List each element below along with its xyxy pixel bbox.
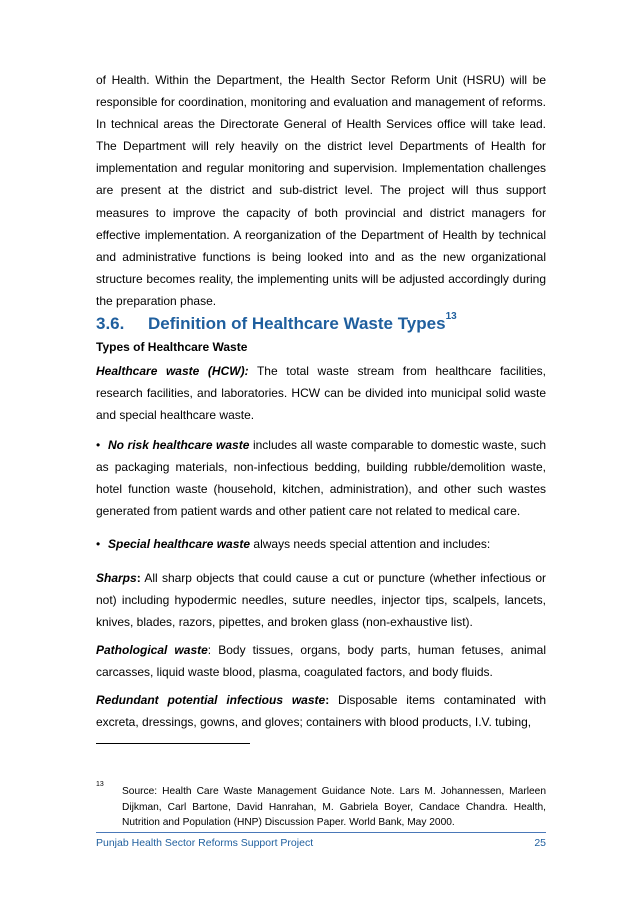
- bullet-special-text: always needs special attention and includes:: [250, 537, 491, 551]
- hcw-text: The total waste stream from healthcare facilities, research facilities, and laboratories. HCW can be divided into municipal solid waste and special healthcare waste.: [96, 364, 547, 423]
- footnote-reference: 13: [445, 311, 457, 323]
- pathological-term: Pathological waste: [96, 643, 208, 657]
- redundant-term: Redundant potential infectious waste: [96, 693, 326, 707]
- footnote-number: 13: [96, 781, 104, 788]
- section-title: Definition of Healthcare Waste Types: [148, 314, 446, 333]
- redundant-text: Disposable items contaminated with excreta, dressings, gowns, and gloves; containers with blood products, I.V. tubing,: [96, 693, 547, 730]
- bullet-icon: •: [96, 537, 101, 551]
- subheading: Types of Healthcare Waste: [96, 340, 248, 354]
- footnote-text: Source: Health Care Waste Management Guidance Note. Lars M. Johannessen, Marleen Dijkman, Carl Bartone, David Hanrahan, M. Gabriela Boyer, Candace Chandra. Health, Nutrition and Population (HNP) Discussion Paper. World Bank, May 2000.: [122, 786, 546, 828]
- section-heading: [96, 313, 457, 335]
- bullet-no-risk-term: No risk healthcare waste: [108, 438, 250, 452]
- redundant-paragraph: [96, 689, 546, 733]
- bullet-icon: •: [96, 438, 101, 452]
- bullet-no-risk-text: includes all waste comparable to domestic waste, such as packaging materials, non-infectious bedding, building rubble/demolition waste, hotel function waste (household, kitchen, administration), and other such wastes generated from patient wards and other patient care not related to medical care.: [96, 438, 546, 519]
- sharps-colon: :: [136, 571, 141, 585]
- footer-page-number: 25: [534, 837, 546, 849]
- bullet-special-term: Special healthcare waste: [108, 537, 251, 551]
- footer-project-name: Punjab Health Sector Reforms Support Project: [96, 837, 314, 849]
- section-number: 3.6.: [96, 314, 125, 333]
- sharps-text: All sharp objects that could cause a cut or puncture (whether infectious or not) including hypodermic needles, suture needles, injector tips, scalpels, lancets, knives, blades, razors, pipettes, and broken glass (non-exhaustive list).: [96, 571, 546, 630]
- footnote-separator: [96, 743, 250, 744]
- hcw-term: Healthcare waste (HCW):: [96, 364, 249, 378]
- footer-divider: [96, 832, 546, 833]
- sharps-term: Sharps: [96, 571, 137, 585]
- bullet-no-risk: [96, 434, 546, 522]
- redundant-colon: :: [325, 693, 330, 707]
- hcw-paragraph: [96, 360, 546, 426]
- intro-paragraph: of Health. Within the Department, the Health Sector Reform Unit (HSRU) will be responsible for coordination, monitoring and evaluation and management of reforms. In technical areas the Directorate General of Health Services office will take lead. The Department will rely heavily on the district level Departments of Health for implementation and regular monitoring and supervision. Implementation challenges are present at the district and sub-district level. The project will thus support measures to improve the capacity of both provincial and district managers for effective implementation. A reorganization of the Department of Health by technical and administrative functions is being looked into and as the new organizational structure becomes reality, the implementing units will be adjusted accordingly during the preparation phase.: [96, 73, 546, 308]
- pathological-text: : Body tissues, organs, body parts, human fetuses, animal carcasses, liquid waste blood, plasma, coagulated factors, and body fluids.: [96, 643, 547, 680]
- bullet-special: [96, 533, 546, 555]
- pathological-paragraph: [96, 639, 546, 683]
- sharps-paragraph: [96, 567, 546, 633]
